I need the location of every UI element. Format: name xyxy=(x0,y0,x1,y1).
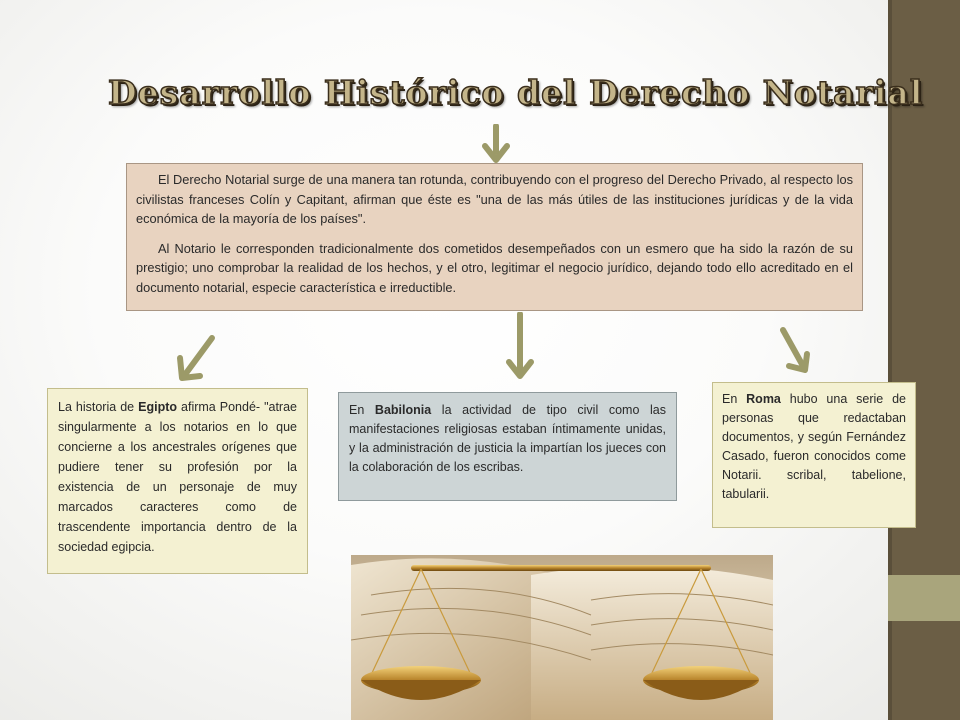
intro-text-box xyxy=(126,163,863,311)
intro-paragraph-2: Al Notario le corresponden tradicionalmente dos cometidos desempeñados con un esmero que ha sido la razón de su prestigio; uno comprobar la realidad de los hechos, y el otro, legitimar el negocio jurídico, dejando todo ello acreditado en el documento notarial, especie característica e irreductible. xyxy=(136,240,853,295)
scales-illustration xyxy=(351,555,773,720)
arrow-down-right-icon xyxy=(775,326,815,376)
scales-of-justice-photo xyxy=(351,555,773,720)
arrow-down-left-icon xyxy=(172,332,218,384)
rome-text xyxy=(722,390,906,504)
side-bar-accent xyxy=(888,575,960,621)
rome-text-box xyxy=(712,382,916,528)
arrow-down-icon xyxy=(478,124,514,166)
slide-title: Desarrollo Histórico del Derecho Notarial xyxy=(108,73,924,112)
egypt-text-lead: La historia de xyxy=(58,400,139,414)
babylon-text-box xyxy=(338,392,677,501)
egypt-text xyxy=(58,397,297,557)
rome-keyword: Roma xyxy=(746,392,781,406)
babylon-keyword: Babilonia xyxy=(374,403,432,417)
arrow-down-icon xyxy=(502,312,538,382)
egypt-text-body: afirma Pondé- "atrae singularmente a los notarios en lo que concierne a los ancestrales orígenes que pudiere tener su profesión por la existencia de un personaje de muy marcados caracteres como de trascendente importancia dentro de la sociedad egipcia. xyxy=(58,400,297,554)
babylon-text xyxy=(349,401,666,477)
rome-text-lead: En xyxy=(722,392,747,406)
rome-text-body: hubo una serie de personas que redactaban documentos, y según Fernández Casado, fueron conocidos come Notarii. scribal, tabelione, tabularii. xyxy=(722,392,906,501)
babylon-text-body: la actividad de tipo civil como las manifestaciones religiosas estaban íntimamente unidas, y la administración de justicia la impartían los jueces con la colaboración de los escribas. xyxy=(349,403,667,474)
egypt-keyword: Egipto xyxy=(138,400,178,414)
intro-paragraph-1: El Derecho Notarial surge de una manera tan rotunda, contribuyendo con el progreso del Derecho Privado, al respecto los civilistas franceses Colín y Capitant, afirman que éste es "una de las más útiles de las instituciones jurídicas y de la vida económica de la mayoría de los países". xyxy=(136,172,853,226)
babylon-text-lead: En xyxy=(349,403,375,417)
egypt-text-box xyxy=(47,388,308,574)
